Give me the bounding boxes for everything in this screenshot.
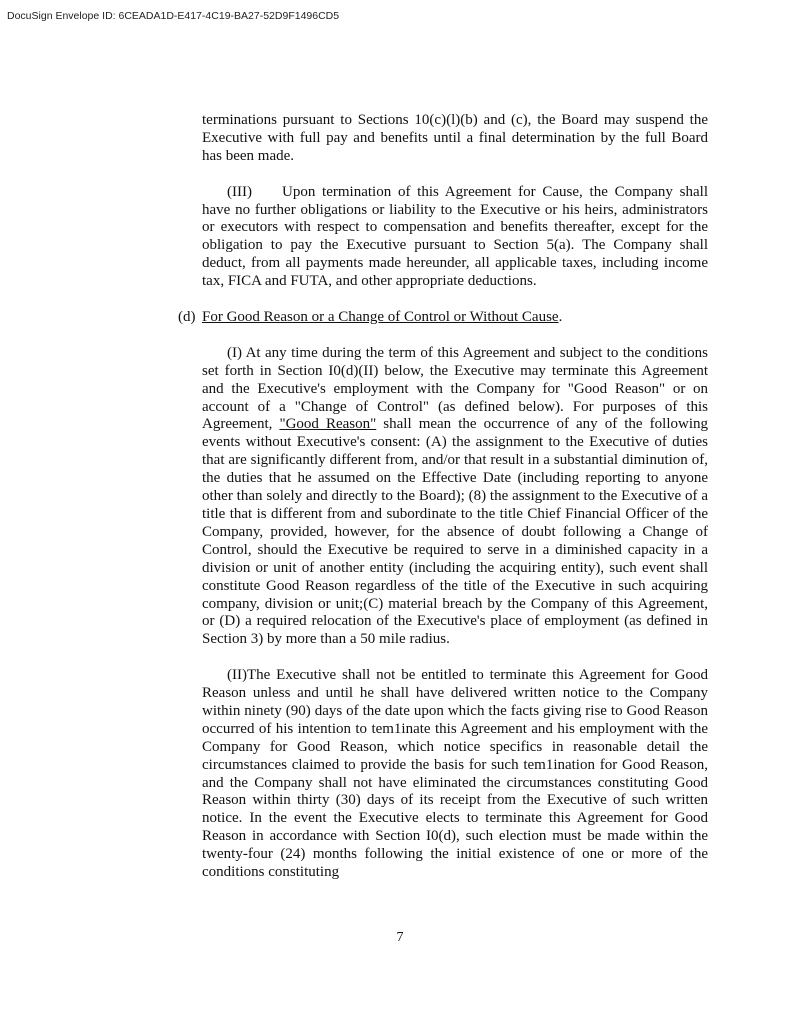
section-label-d: (d) <box>178 309 196 326</box>
section-title-period: . <box>558 309 563 326</box>
document-page <box>178 112 708 882</box>
clause-label-iii: (III) <box>227 183 252 200</box>
page-number: 7 <box>396 930 404 945</box>
good-reason-text-b: shall mean the occurrence of any of the following events without Executive's consent: (A) the assignment to the Executive of duties that are significantly different from, and/or that result in a substantial diminution of, the duties that he assumed on the Effective Date (including reporting to anyone other than solely and directly to the Board); (8) the assignment to the Executive of a title that is different from and subordinate to the title Chief Financial Officer of the Company, provided, however, for the absence of doubt following a Change of Control, should the Executive be required to serve in a diminished capacity in a division or unit of another entity (including the acquiring entity), such event shall constitute Good Reason regardless of the title of the Executive in such acquiring company, division or unit;(C) material breach by the Company of this Agreement, or (D) a required relocation of the Executive's place of employment (as defined in Section 3) by more than a 50 mile radius. <box>202 416 708 648</box>
docusign-envelope-id: DocuSign Envelope ID: 6CEADA1D-E417-4C19-BA27-52D9F1496CD5 <box>7 10 340 22</box>
paragraph-good-reason-definition <box>202 345 708 649</box>
clause-text-iii: Upon termination of this Agreement for Cause, the Company shall have no further obligations or liability to the Executive or his heirs, administrators or executors with respect to compensation and benefits thereafter, except for the obligation to pay the Executive pursuant to Section 5(a). The Company shall deduct, from all payments made hereunder, all applicable taxes, including income tax, FICA and FUTA, and other appropriate deductions. <box>202 183 708 290</box>
paragraph-continuation: terminations pursuant to Sections 10(c)(l)(b) and (c), the Board may suspend the Executive with full pay and benefits until a final determination by the full Board has been made. <box>202 112 708 164</box>
section-title-d: For Good Reason or a Change of Control or Without Cause <box>202 309 559 326</box>
paragraph-termination-for-cause <box>202 184 708 291</box>
paragraph-good-reason-notice: (II)The Executive shall not be entitled to terminate this Agreement for Good Reason unless and until he shall have delivered written notice to the Company within ninety (90) days of the date upon which the facts giving rise to Good Reason occurred of his intention to tem1inate this Agreement and his employment with the Company for Good Reason, which notice specifics in reasonable detail the circumstances claimed to provide the basis for such tem1ination for Good Reason, and the Company shall not have eliminated the circumstances constituting Good Reason within thirty (30) days of its receipt from the Executive of such written notice. In the event the Executive elects to terminate this Agreement for Good Reason in accordance with Section I0(d), such election must be made within the twenty-four (24) months following the initial existence of one or more of the conditions constituting <box>202 667 708 881</box>
good-reason-text-a: (I) At any time during the term of this Agreement and subject to the conditions set forth in Section I0(d)(II) below, the Executive may terminate this Agreement and the Executive's employment with the Company for "Good Reason" or on account of a "Change of Control" (as defined below). For purposes of this Agreement, <box>202 344 708 433</box>
good-reason-term: "Good Reason" <box>279 416 377 433</box>
section-heading-d <box>178 309 708 327</box>
